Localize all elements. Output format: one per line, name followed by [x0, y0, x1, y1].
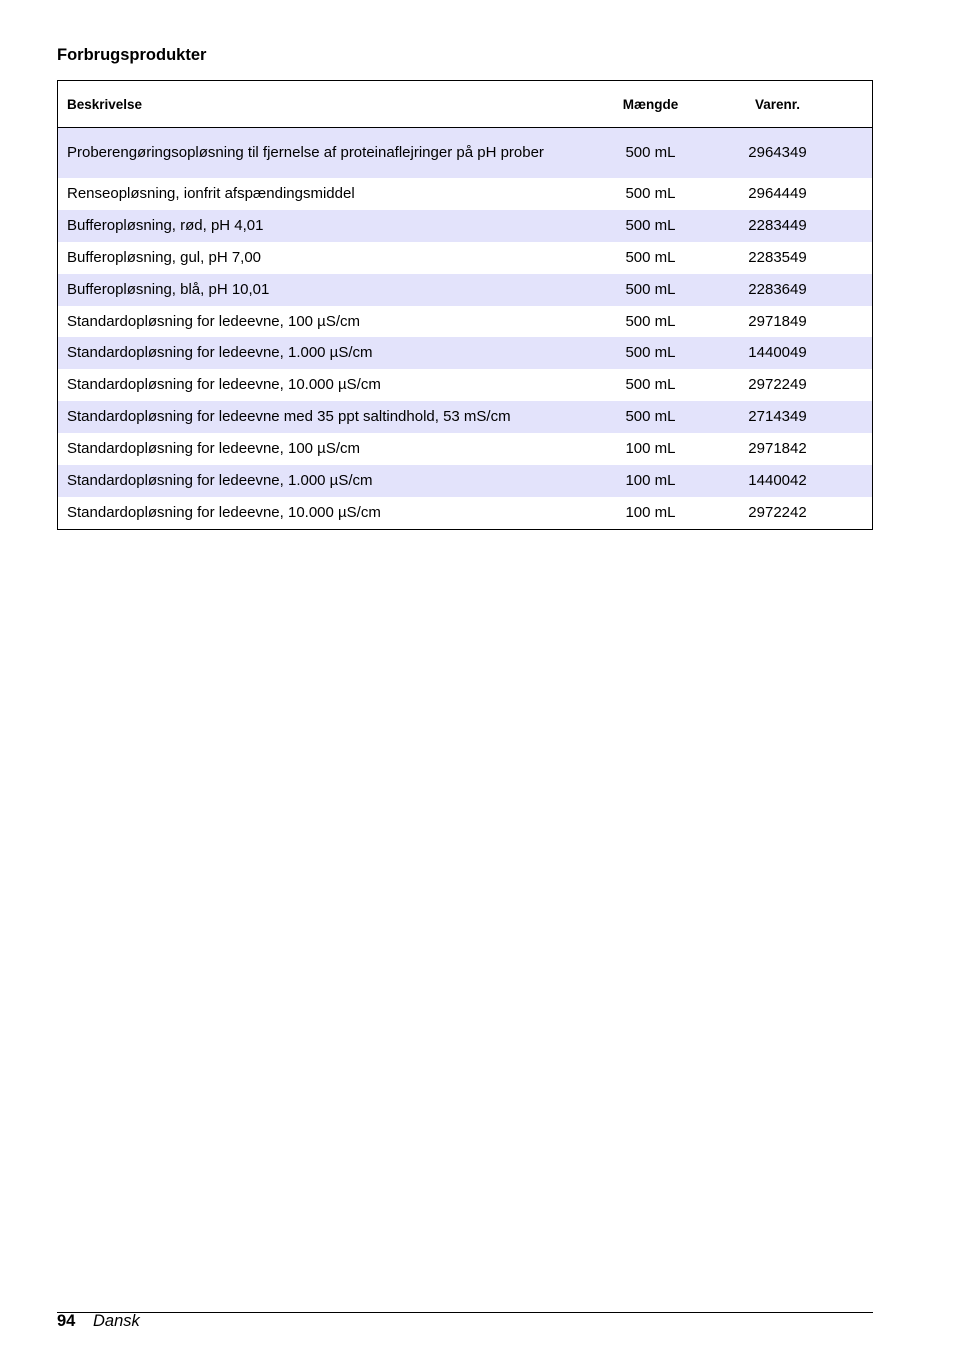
cell-description: Standardopløsning for ledeevne, 100 µS/cm	[67, 440, 360, 458]
cell-quantity: 100 mL	[625, 440, 676, 458]
cell-item-no: 2714349	[701, 401, 872, 433]
table-row	[58, 242, 872, 274]
cell-item-no: 2971842	[748, 440, 807, 458]
table-row	[58, 306, 872, 338]
cell-item-no: 2972242	[748, 503, 807, 521]
section-title: Forbrugsprodukter	[57, 46, 207, 64]
cell-quantity: 500 mL	[625, 376, 676, 394]
cell-description: Bufferopløsning, rød, pH 4,01	[58, 210, 558, 242]
cell-description: Standardopløsning for ledeevne, 100 µS/cm	[67, 312, 360, 330]
header-description: Beskrivelse	[58, 81, 558, 128]
cell-quantity: 500 mL	[625, 248, 676, 266]
table-row	[58, 178, 872, 210]
cell-quantity: 100 mL	[625, 503, 676, 521]
consumables-table-grid	[58, 81, 872, 529]
consumables-table	[57, 80, 873, 530]
cell-description: Standardopløsning for ledeevne, 1.000 µS/cm	[58, 337, 558, 369]
page-language: Dansk	[93, 1312, 140, 1330]
cell-quantity: 500 mL	[558, 274, 701, 306]
cell-item-no: 2283649	[701, 274, 872, 306]
header-item-no: Varenr.	[701, 81, 872, 128]
table-row	[58, 337, 872, 369]
cell-quantity: 500 mL	[558, 401, 701, 433]
cell-item-no: 2972249	[748, 376, 807, 394]
cell-description: Standardopløsning for ledeevne, 10.000 µS/cm	[67, 376, 381, 394]
cell-description: Renseopløsning, ionfrit afspændingsmiddel	[67, 184, 355, 202]
cell-quantity: 500 mL	[558, 210, 701, 242]
cell-item-no: 2283449	[701, 210, 872, 242]
cell-item-no: 1440042	[701, 465, 872, 497]
cell-quantity: 500 mL	[625, 312, 676, 330]
cell-item-no: 2283549	[748, 248, 807, 266]
table-row	[58, 369, 872, 401]
cell-description: Standardopløsning for ledeevne med 35 ppt saltindhold, 53 mS/cm	[58, 401, 558, 433]
table-header-row	[58, 81, 872, 128]
cell-description: Proberengøringsopløsning til fjernelse af proteinaflejringer på pH prober	[58, 128, 558, 179]
footer-divider	[57, 1312, 873, 1313]
cell-description: Bufferopløsning, gul, pH 7,00	[67, 248, 262, 266]
cell-quantity: 500 mL	[625, 184, 676, 202]
cell-item-no: 2964449	[748, 184, 807, 202]
header-quantity: Mængde	[558, 81, 701, 128]
table-row	[58, 274, 872, 306]
cell-item-no: 2971849	[748, 312, 807, 330]
table-row	[58, 401, 872, 433]
table-row	[58, 210, 872, 242]
cell-description: Bufferopløsning, blå, pH 10,01	[58, 274, 558, 306]
cell-quantity: 100 mL	[558, 465, 701, 497]
cell-quantity: 500 mL	[558, 128, 701, 179]
cell-item-no: 2964349	[701, 128, 872, 179]
table-row	[58, 465, 872, 497]
table-row	[58, 128, 872, 179]
table-row	[58, 497, 872, 529]
cell-description: Standardopløsning for ledeevne, 1.000 µS/cm	[58, 465, 558, 497]
cell-quantity: 500 mL	[558, 337, 701, 369]
cell-item-no: 1440049	[701, 337, 872, 369]
page-number: 94	[57, 1312, 76, 1330]
table-row	[58, 433, 872, 465]
cell-description: Standardopløsning for ledeevne, 10.000 µS/cm	[67, 503, 381, 521]
